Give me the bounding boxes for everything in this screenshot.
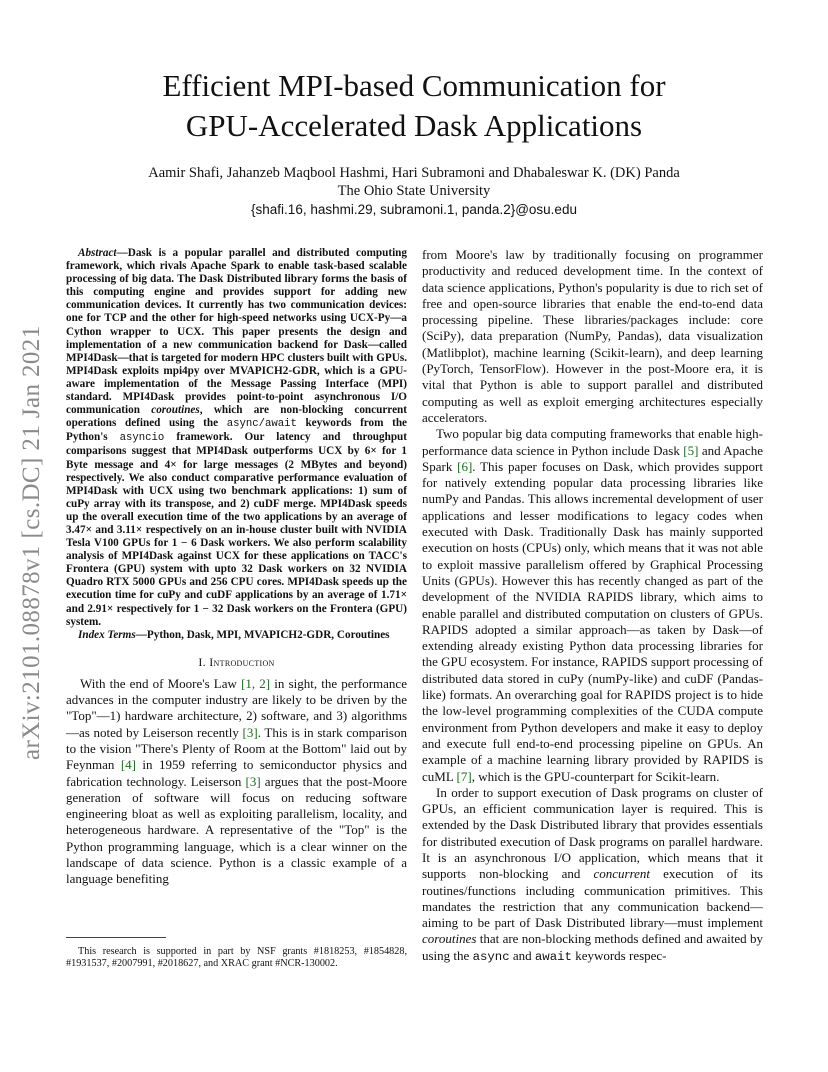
right-p3-async-code: async (472, 949, 510, 964)
title-line-2: GPU-Accelerated Dask Applications (185, 108, 643, 143)
citation-link[interactable]: [4] (120, 757, 136, 773)
right-p3-emphasis-concurrent: concurrent (593, 866, 651, 882)
funding-footnote: This research is supported in part by NSF grants #1818253, #1854828, #1931537, #2007991, #2018627, and XRAC grant #NCR-130002. (66, 946, 407, 969)
right-p3-emphasis-coroutines: coroutines (422, 931, 477, 947)
intro-paragraph-1 (66, 676, 407, 888)
author-list: Aamir Shafi, Jahanzeb Maqbool Hashmi, Hari Subramoni and Dhabaleswar K. (DK) Panda (148, 165, 680, 181)
affiliation: The Ohio State University (337, 183, 491, 199)
intro-text-b: in sight, the performance advances in the computer industry are likely to be driven by the "Top"—1) hardware architecture, 2) software, and 3) algorithms—as noted by Leiserson recently (66, 675, 407, 740)
abstract-asyncio-code: asyncio (119, 432, 165, 445)
right-p3-text-e: keywords respec- (571, 947, 667, 963)
right-paragraph-3 (422, 785, 763, 965)
section-heading-introduction: I. Introduction (198, 654, 275, 669)
citation-link[interactable]: [3] (245, 773, 261, 789)
right-p3-text-a: In order to support execution of Dask programs on cluster of GPUs, an efficient communication layer is required. This is extended by the Dask Distributed library that provides essentials for distributed execution of Dask programs on parallel hardware. It is an asynchronous I/O application, which means that it supports non-blocking and (422, 784, 763, 882)
abstract-label: Abstract (78, 247, 117, 259)
right-paragraph-2 (422, 426, 763, 785)
right-p3-text-b: execution of its routines/functions including communication primitives. This mandates the restriction that any communication backend—aiming to be part of Dask Distributed library—must implement (422, 866, 763, 931)
abstract (66, 247, 407, 629)
intro-text-a: With the end of Moore's Law (80, 675, 242, 691)
intro-text-d: in 1959 referring to semiconductor physics and fabrication technology. Leiserson (66, 757, 407, 789)
author-emails: {shafi.16, hashmi.29, subramoni.1, panda.2}@osu.edu (251, 202, 577, 217)
right-p3-text-d: and (509, 947, 535, 963)
intro-text-e: argues that the post-Moore generation of software will focus on reducing software engineering bloat as well as exploiting parallelism, locality, and heterogeneous hardware. A representative of the "Top" is the Python programming language, which is a clear winner on the landscape of data science. Python is a classic example of a language benefiting (66, 773, 407, 887)
abstract-text-3: keywords from the Python's (66, 417, 408, 444)
citation-link[interactable]: [1, 2] (241, 675, 271, 691)
abstract-text-4: framework. Our latency and throughput comparisons suggest that MPI4Dask outperforms UCX by 6× for 1 Byte message and 4× for large messages (2 MBytes and beyond) respectively. We also conduct comparative performance evaluation of MPI4Dask with UCX using two benchmark applications: 1) sum of cuPy array with its transpose, and 2) cuDF merge. MPI4Dask speeds up the overall execution time of the two applications by an average of 3.47× and 3.11× respectively on an in-house cluster built with NVIDIA Tesla V100 GPUs for 1 − 6 Dask workers. We also perform scalability analysis of MPI4Dask against UCX for these applications on TACC's Frontera (GPU) system with upto 32 Dask workers on 32 NVIDIA Quadro RTX 5000 GPUs and 256 CPU cores. MPI4Dask speeds up the execution time for cuPy and cuDF applications by an average of 1.71× and 2.91× respectively for 1 − 32 Dask workers on the Frontera (GPU) system. (66, 431, 408, 628)
index-terms (66, 629, 407, 642)
abstract-async-await-code: async/await (226, 418, 297, 431)
citation-link[interactable]: [5] (683, 442, 699, 458)
right-p2-text-d: , which is the GPU-counterpart for Scikit-learn. (471, 768, 720, 784)
abstract-text-1: —Dask is a popular parallel and distributed computing framework, which rivals Apache Spark to enable task-based scalable processing of big data. The Dask Distributed library forms the basis of this computing engine and provides support for adding new communication devices. It currently has two communication devices: one for TCP and the other for high-speed networks using UCX-Py—a Cython wrapper to UCX. This paper presents the design and implementation of a new communication backend for Dask—called MPI4Dask—that is targeted for modern HPC clusters built with GPUs. MPI4Dask exploits mpi4py over MVAPICH2-GDR, which is a GPU-aware implementation of the Message Passing Interface (MPI) standard. MPI4Dask provides point-to-point asynchronous I/O communication (66, 247, 407, 417)
left-column (66, 247, 407, 888)
right-paragraph-1: from Moore's law by traditionally focusing on programmer productivity and reduced development time. In the context of data science applications, Python's popularity is due to rich set of free and open-source libraries that enable the end-to-end data processing pipeline. These libraries/packages include: core (SciPy), data preparation (NumPy, Pandas), data visualization (Matlibplot), machine learning (Scikit-learn), and deep learning (PyTorch, TensorFlow). However in the post-Moore era, it is vital that Python is able to support parallel and distributed computing as well as exploit emerging architectures especially accelerators. (422, 247, 763, 425)
abstract-text-2: , which are non-blocking concurrent operations defined using the (66, 404, 407, 430)
right-p3-text-c: that are non-blocking methods defined and awaited by using the (422, 931, 763, 963)
right-p3-await-code: await (534, 949, 572, 964)
title-line-1: Efficient MPI-based Communication for (162, 68, 666, 103)
right-p2-text-a: Two popular big data computing frameworks that enable high-performance data science in Python include Dask (422, 426, 763, 458)
intro-text-c: . This is in stark comparison to the vision "There's Plenty of Room at the Bottom" laid out by Feynman (66, 724, 407, 773)
index-terms-label: Index Terms (78, 628, 136, 641)
arxiv-identifier-stamp: arXiv:2101.08878v1 [cs.DC] 21 Jan 2021 (18, 325, 45, 760)
right-p2-text-c: . This paper focuses on Dask, which provides support for natively extending popular data processing libraries like numPy and Pandas. This allows incremental development of user applications and lesser modifications to legacy codes when executed with Dask. Traditionally Dask has mainly supported execution on hosts (CPUs) only, which means that it was not able to exploit massive parallelism offered by Graphical Processing Units (GPUs). However this has recently changed as part of the development of the NVIDIA RAPIDS library, which aims to enable parallel and distributed computation on clusters of GPUs. RAPIDS adopted a similar approach—as taken by Dask—of extending already existing Python data processing libraries for the GPU ecosystem. For instance, RAPIDS support processing of distributed data stored in cuPy (numPy-like) and cuDF (Pandas-like) formats. An overarching goal for RAPIDS project is to hide the low-level programming complexities of the CUDA compute environment from Python developers and make it easy to deploy and execute full end-to-end processing pipeline on GPUs. An example of a machine learning library provided by RAPIDS is cuML (422, 458, 763, 784)
citation-link[interactable]: [7] (456, 768, 472, 784)
abstract-coroutines-term: coroutines (151, 404, 200, 417)
index-terms-text: —Python, Dask, MPI, MVAPICH2-GDR, Coroutines (135, 628, 390, 641)
right-column (422, 247, 763, 965)
citation-link[interactable]: [6] (457, 458, 473, 474)
paper-title (60, 66, 768, 146)
citation-link[interactable]: [3] (242, 724, 258, 740)
right-p2-text-b: and Apache Spark (422, 442, 763, 474)
footnote-rule (66, 937, 166, 938)
